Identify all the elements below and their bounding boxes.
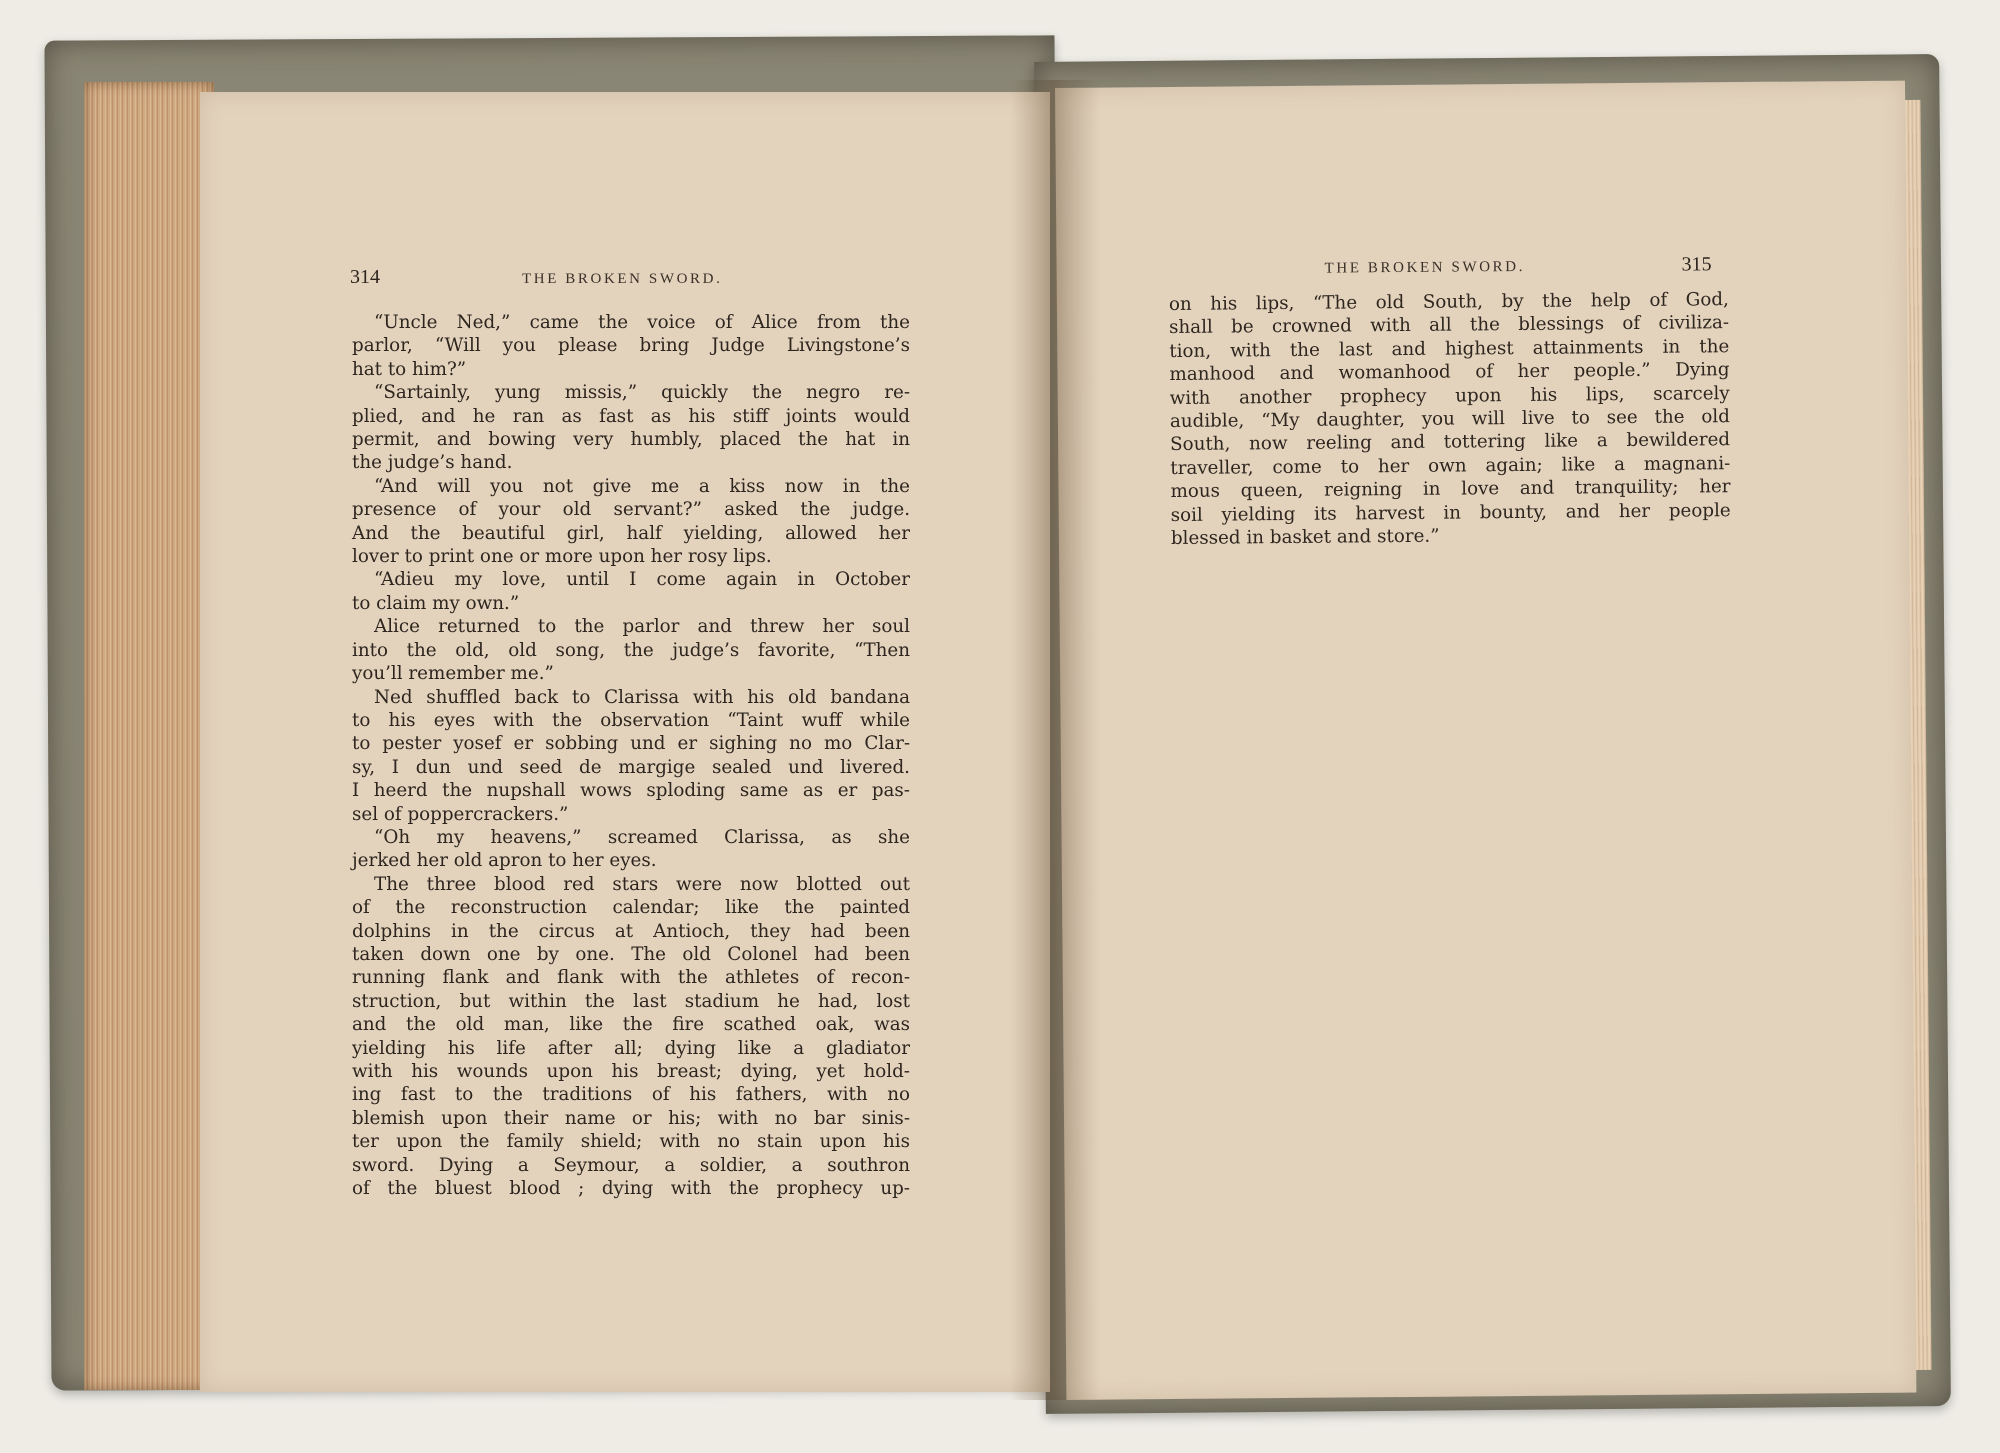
left-page-number: 314 [350, 266, 380, 288]
right-page-number: 315 [1681, 253, 1712, 276]
text-line: audible, “My daughter, you will live to see the old [1169, 406, 1730, 433]
text-line: and the old man, like the fire scathed oak, was [352, 1014, 910, 1036]
text-line: sy, I dun und seed de margige sealed und livered. [352, 756, 910, 778]
text-line: ter upon the family shield; with no stain upon his [352, 1131, 910, 1153]
text-line: taken down one by one. The old Colonel had been [352, 943, 910, 965]
text-line: to pester yosef er sobbing und er sighing no mo Clar- [352, 733, 910, 755]
right-page [1055, 81, 1916, 1400]
text-line: of the bluest blood ; dying with the prophecy up- [352, 1178, 910, 1200]
text-line: sword. Dying a Seymour, a soldier, a southron [352, 1154, 910, 1176]
text-line: soil yielding its harvest in bounty, and her people [1170, 499, 1731, 526]
text-line: “Oh my heavens,” screamed Clarissa, as she [374, 826, 910, 848]
right-page-body [1169, 288, 1731, 550]
text-line: parlor, “Will you please bring Judge Livingstone’s [352, 335, 910, 357]
text-line: “Uncle Ned,” came the voice of Alice from the [374, 312, 910, 333]
text-line: And the beautiful girl, half yielding, allowed her [352, 522, 910, 544]
text-line: jerked her old apron to her eyes. [352, 850, 657, 872]
text-line: I heerd the nupshall wows sploding same as er pas- [352, 780, 910, 802]
text-line: you’ll remember me.” [352, 663, 554, 685]
text-line: hat to him?” [352, 358, 467, 380]
text-line: to claim my own.” [352, 592, 520, 614]
text-line: blessed in basket and store.” [1170, 525, 1440, 550]
text-line: The three blood red stars were now blotted out [374, 873, 910, 895]
text-line: struction, but within the last stadium he had, lost [352, 990, 910, 1012]
text-line: to his eyes with the observation “Taint wuff while [352, 709, 910, 731]
text-line: “And will you not give me a kiss now in the [374, 475, 910, 497]
book-gutter [1010, 80, 1100, 1400]
text-line: tion, with the last and highest attainments in the [1169, 335, 1730, 362]
text-line: blemish upon their name or his; with no bar sinis- [352, 1107, 910, 1129]
left-page [200, 92, 1050, 1392]
text-line: on his lips, “The old South, by the help of God, [1168, 289, 1729, 316]
left-running-head: THE BROKEN SWORD. [522, 271, 723, 287]
text-line: running flank and flank with the athletes of recon- [352, 967, 910, 989]
text-line: Ned shuffled back to Clarissa with his old bandana [374, 686, 910, 708]
text-line: presence of your old servant?” asked the judge. [352, 499, 910, 521]
text-line: “Adieu my love, until I come again in October [374, 569, 910, 591]
text-line: with another prophecy upon his lips, scarcely [1169, 382, 1730, 409]
text-line: lover to print one or more upon her rosy lips. [352, 546, 772, 568]
text-line: “Sartainly, yung missis,” quickly the negro re- [374, 382, 910, 404]
text-line: traveller, come to her own again; like a magnani- [1170, 452, 1731, 479]
text-line: sel of poppercrackers.” [352, 803, 569, 825]
text-line: dolphins in the circus at Antioch, they had been [352, 920, 910, 942]
text-line: manhood and womanhood of her people.” Dying [1169, 359, 1730, 386]
text-line: shall be crowned with all the blessings of civiliza- [1169, 312, 1730, 339]
text-line: plied, and he ran as fast as his stiff joints would [352, 405, 910, 427]
text-line: of the reconstruction calendar; like the painted [352, 897, 910, 919]
text-line: permit, and bowing very humbly, placed the hat in [352, 429, 910, 451]
text-line: South, now reeling and tottering like a bewildered [1170, 429, 1731, 456]
text-line: the judge’s hand. [352, 452, 513, 474]
text-line: into the old, old song, the judge’s favorite, “Then [352, 639, 910, 661]
right-running-head: THE BROKEN SWORD. [1324, 258, 1526, 277]
text-line: mous queen, reigning in love and tranquility; her [1170, 476, 1731, 503]
left-page-body [352, 311, 910, 1200]
text-line: yielding his life after all; dying like a gladiator [352, 1037, 910, 1059]
text-line: Alice returned to the parlor and threw her soul [374, 616, 910, 638]
page-edges-left [84, 82, 214, 1390]
text-line: ing fast to the traditions of his fathers, with no [352, 1084, 910, 1106]
text-line: with his wounds upon his breast; dying, yet hold- [352, 1061, 910, 1082]
